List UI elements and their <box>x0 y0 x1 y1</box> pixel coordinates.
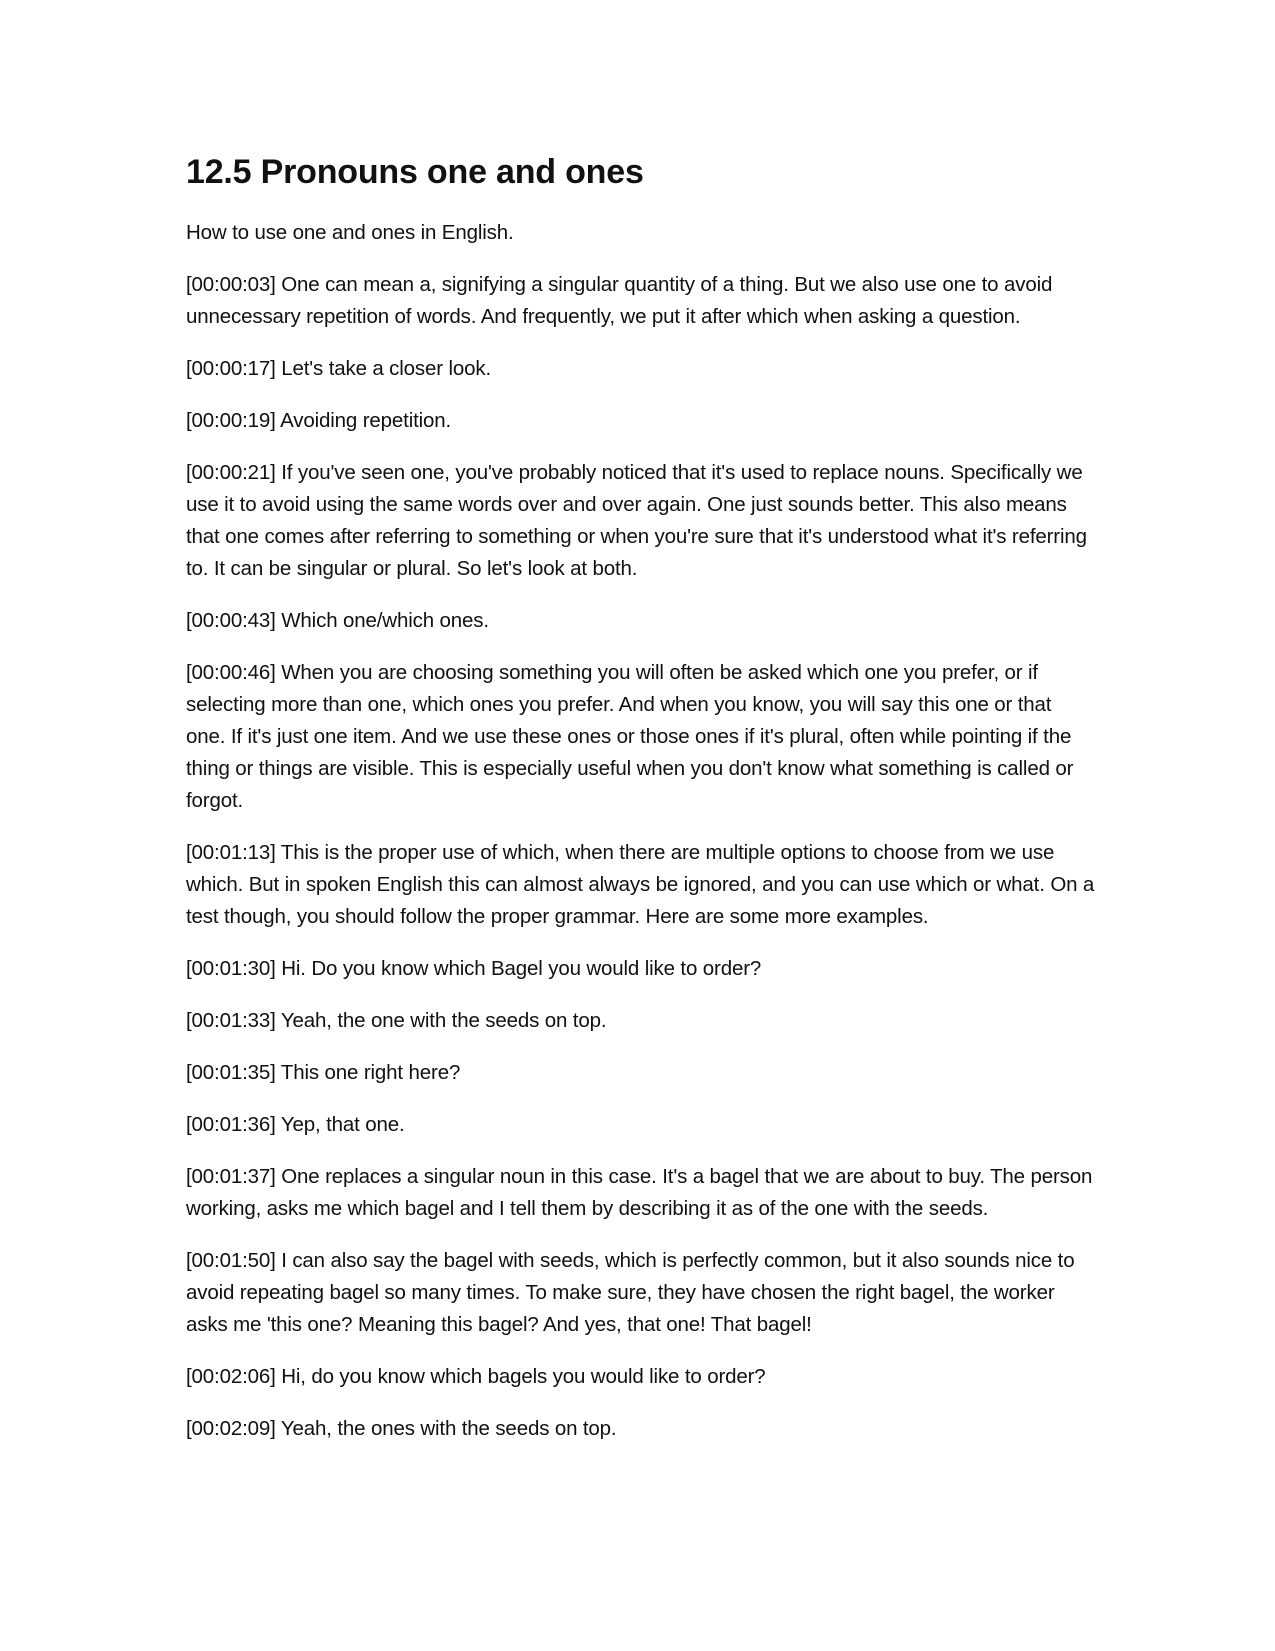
transcript-body <box>186 217 1096 1445</box>
transcript-paragraph: [00:01:37] One replaces a singular noun in this case. It's a bagel that we are about to buy. The person working, asks me which bagel and I tell them by describing it as of the one with the seeds. <box>186 1165 1093 1220</box>
transcript-paragraph: [00:02:09] Yeah, the ones with the seeds on top. <box>186 1417 617 1440</box>
transcript-paragraph: [00:01:50] I can also say the bagel with seeds, which is perfectly common, but it also sounds nice to avoid repeating bagel so many times. To make sure, they have chosen the right bagel, the worker asks me 'this one? Meaning this bagel? And yes, that one! That bagel! <box>186 1249 1075 1336</box>
transcript-paragraph: [00:00:21] If you've seen one, you've probably noticed that it's used to replace nouns. Specifically we use it to avoid using the same words over and over again. One just sounds better. This also means that one comes after referring to something or when you're sure that it's understood what it's referring to. It can be singular or plural. So let's look at both. <box>186 461 1087 580</box>
transcript-paragraph: [00:01:36] Yep, that one. <box>186 1113 405 1136</box>
transcript-paragraph: [00:01:35] This one right here? <box>186 1061 461 1084</box>
transcript-paragraph: [00:01:13] This is the proper use of which, when there are multiple options to choose from we use which. But in spoken English this can almost always be ignored, and you can use which or what. On a test though, you should follow the proper grammar. Here are some more examples. <box>186 841 1095 928</box>
transcript-paragraph: [00:00:17] Let's take a closer look. <box>186 357 492 380</box>
page-title: 12.5 Pronouns one and ones <box>186 153 644 191</box>
transcript-paragraph: [00:01:30] Hi. Do you know which Bagel you would like to order? <box>186 957 762 980</box>
transcript-paragraph: [00:00:03] One can mean a, signifying a singular quantity of a thing. But we also use one to avoid unnecessary repetition of words. And frequently, we put it after which when asking a question. <box>186 273 1053 328</box>
transcript-paragraph: [00:00:19] Avoiding repetition. <box>186 409 452 432</box>
transcript-paragraph: [00:00:43] Which one/which ones. <box>186 609 489 632</box>
transcript-paragraph: [00:00:46] When you are choosing something you will often be asked which one you prefer, or if selecting more than one, which ones you prefer. And when you know, you will say this one or that one. If it's just one item. And we use these ones or those ones if it's plural, often while pointing if the thing or things are visible. This is especially useful when you don't know what something is called or forgot. <box>186 661 1074 812</box>
transcript-paragraph: [00:01:33] Yeah, the one with the seeds on top. <box>186 1009 607 1032</box>
document-page <box>186 150 1096 1465</box>
intro-paragraph: How to use one and ones in English. <box>186 221 514 244</box>
transcript-paragraph: [00:02:06] Hi, do you know which bagels you would like to order? <box>186 1365 766 1388</box>
